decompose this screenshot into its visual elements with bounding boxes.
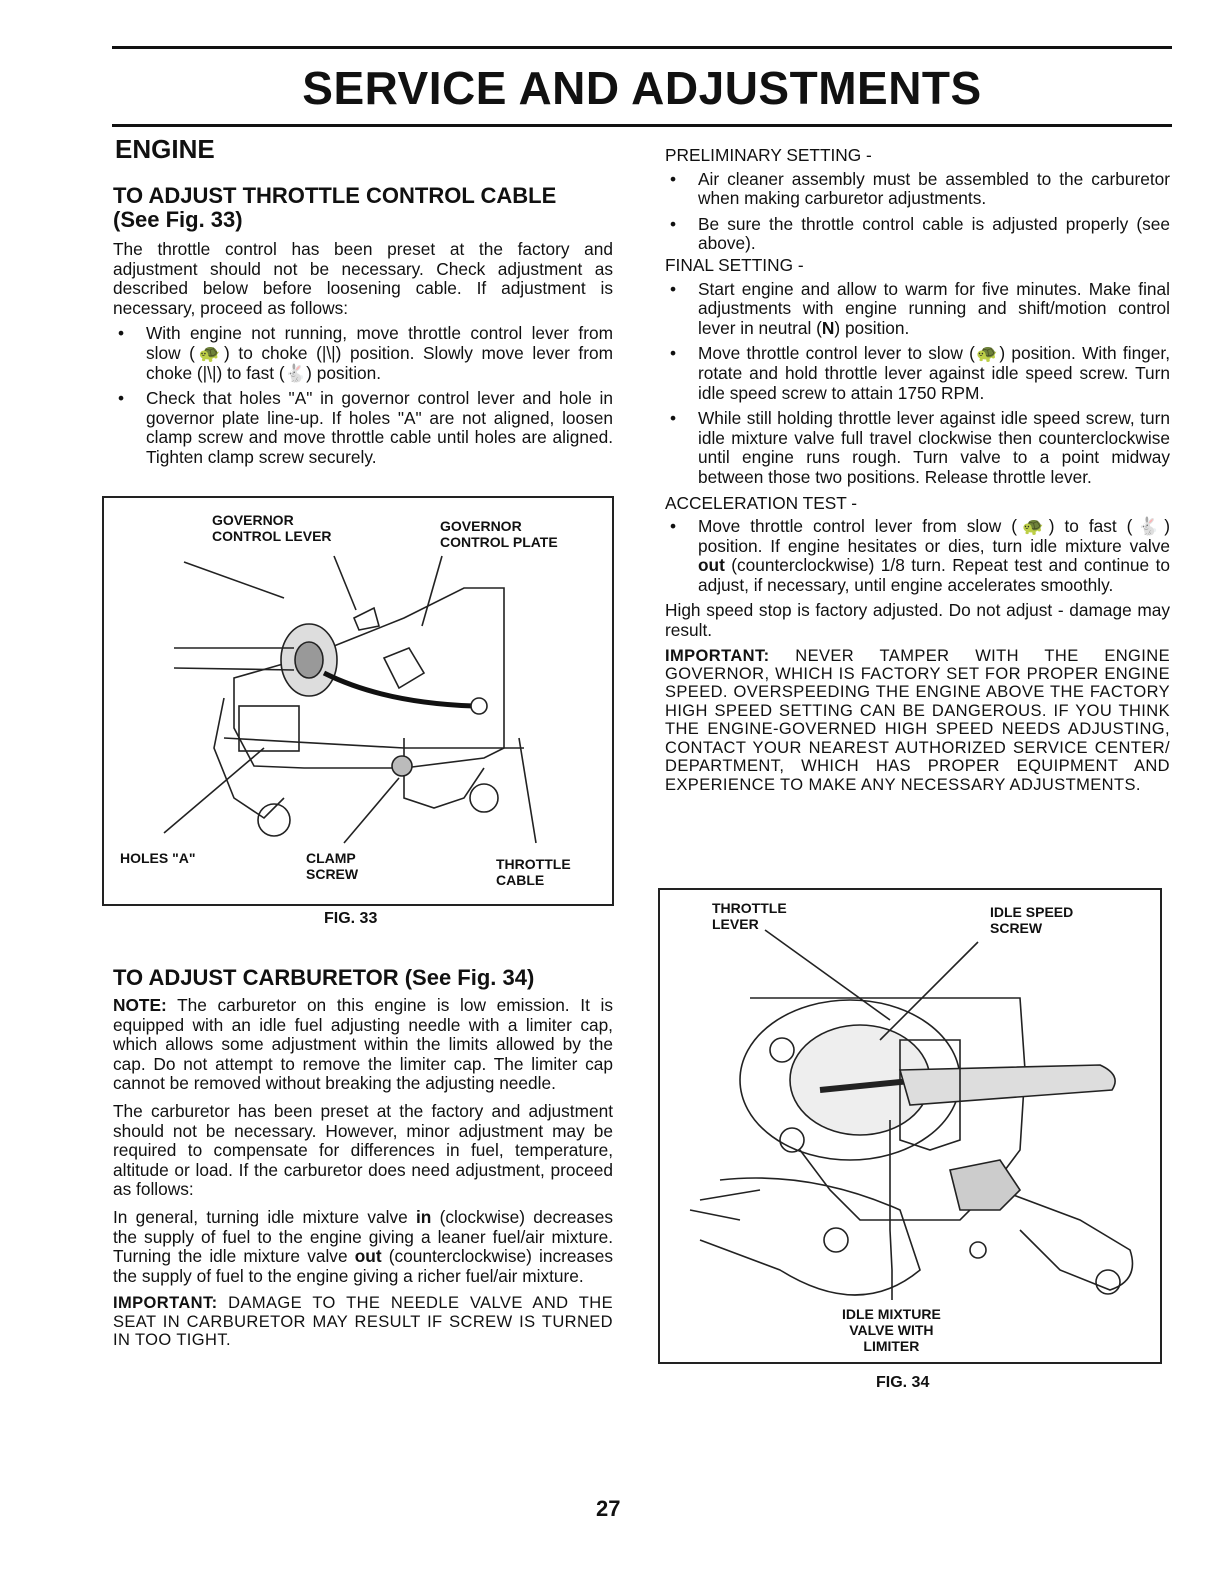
- figure-34-caption: FIG. 34: [876, 1374, 930, 1391]
- preliminary-setting-title: PRELIMINARY SETTING -: [665, 145, 872, 165]
- label-governor-control-lever: GOVERNOR CONTROL LEVER: [212, 512, 332, 544]
- final-b1-n: N: [821, 317, 835, 338]
- throttle-heading-figref: (See Fig. 33): [113, 207, 243, 232]
- section-heading-engine: ENGINE: [115, 134, 215, 164]
- throttle-section: [113, 184, 613, 468]
- high-speed-note: High speed stop is factory adjusted. Do not adjust - damage may result.: [665, 600, 1170, 641]
- governor-important-label: IMPORTANT:: [665, 646, 770, 665]
- para3-text-b: (clockwise) decreases the supply of fuel to the engine giving a leaner fuel/air mixture. Turning the idle mixture valve: [113, 1206, 613, 1267]
- label-holes-a: HOLES "A": [120, 850, 196, 866]
- figure-33: [102, 496, 614, 906]
- accel-bullet: [665, 517, 1170, 595]
- carburetor-para-3: [113, 1208, 613, 1286]
- page-number: 27: [596, 1496, 621, 1521]
- throttle-heading: TO ADJUST THROTTLE CONTROL CABLE: [113, 183, 557, 208]
- figure-34: [658, 888, 1162, 1364]
- right-column: [665, 146, 1170, 794]
- figure-33-illustration: [104, 498, 612, 904]
- header-rule-top: [112, 46, 1172, 49]
- label-idle-speed-screw: IDLE SPEED SCREW: [990, 904, 1074, 936]
- label-clamp-screw: CLAMP SCREW: [306, 850, 359, 882]
- carburetor-para-2: The carburetor has been preset at the factory and adjustment should not be necessary. However, minor adjustment may be required to compensate for differences in fuel, temperature, altitude or load. If the carburetor does need adjustment, proceed as follows:: [113, 1100, 613, 1200]
- carburetor-section: [113, 966, 613, 1350]
- header-rule-bottom: [112, 124, 1172, 127]
- final-bullet-1: [665, 280, 1170, 339]
- prelim-bullet-1: • Air cleaner assembly must be assembled to the carburetor when making carburetor adjustments.: [665, 170, 1170, 209]
- governor-important-text: NEVER TAMPER WITH THE ENGINE GOVERNOR, WHICH IS FACTORY SET FOR PROPER ENGINE SPEED. OVERSPEEDING THE ENGINE ABOVE THE FACTORY HIGH SPEED SETTING CAN BE DANGEROUS. IF YOU THINK THE ENGINE-GOVERNED HIGH SPEED NEEDS ADJUSTING, CONTACT YOUR NEAREST AUTHORIZED SERVICE CENTER/ DEPARTMENT, WHICH HAS PROPER EQUIPMENT AND EXPERIENCE TO MAKE ANY NECESSARY ADJUSTMENTS.: [665, 646, 1170, 794]
- para3-text-a: In general, turning idle mixture valve: [113, 1206, 416, 1227]
- throttle-bullet-1: • With engine not running, move throttle control lever from slow (🐢) to choke (|\|) position. Slowly move lever from choke (|\|) to fast (🐇) position.: [113, 324, 613, 383]
- governor-important: [665, 647, 1170, 794]
- note-label: NOTE:: [113, 995, 167, 1015]
- acceleration-test-title: ACCELERATION TEST -: [665, 492, 858, 513]
- label-governor-control-plate: GOVERNOR CONTROL PLATE: [440, 518, 558, 550]
- label-throttle-lever: THROTTLE LEVER: [712, 900, 787, 932]
- para3-text-c: (counterclockwise) increases the supply of fuel to the engine giving a richer fuel/air mixture.: [113, 1246, 614, 1286]
- throttle-bullet-2: • Check that holes "A" in governor control lever and hole in governor plate line-up. If holes "A" are not aligned, loosen clamp screw and move throttle cable until holes are aligned. Tighten clamp screw securely.: [113, 389, 613, 467]
- label-throttle-cable: THROTTLE CABLE: [496, 856, 571, 888]
- accel-a: Move throttle control lever from slow (🐢) to fast (🐇) position. If engine hesitates or dies, turn idle mixture valve: [698, 516, 1170, 556]
- final-b1-b: ) position.: [834, 317, 910, 338]
- throttle-intro: The throttle control has been preset at the factory and adjustment should not be necessary. Check adjustment as described below before loosening cable. If adjustment is necessary, proceed as follows:: [113, 239, 613, 318]
- important-text: DAMAGE TO THE NEEDLE VALVE AND THE SEAT IN CARBURETOR MAY RESULT IF SCREW IS TURNED IN TOO TIGHT.: [113, 1294, 613, 1350]
- figure-34-illustration: [660, 890, 1160, 1362]
- final-b1-a: Start engine and allow to warm for five minutes. Make final adjustments with engine running and shift/motion control lever in neutral (: [698, 278, 1170, 338]
- important-label: IMPORTANT:: [113, 1294, 218, 1313]
- para3-in: in: [415, 1206, 432, 1227]
- carburetor-important: [113, 1294, 613, 1349]
- prelim-bullet-2: • Be sure the throttle control cable is adjusted properly (see above).: [665, 215, 1170, 254]
- label-idle-mixture-valve: IDLE MIXTURE VALVE WITH LIMITER: [842, 1306, 941, 1354]
- carburetor-note: [113, 996, 613, 1094]
- carburetor-heading: TO ADJUST CARBURETOR (See Fig. 34): [113, 965, 535, 990]
- para3-out: out: [354, 1246, 382, 1267]
- note-text: The carburetor on this engine is low emission. It is equipped with an idle fuel adjusting needle with a limiter cap, which allows some adjustment within the limits allowed by the cap. Do not attempt to remove the limiter cap. The limiter cap cannot be removed without breaking the adjusting needle.: [113, 995, 613, 1094]
- final-setting-title: FINAL SETTING -: [665, 254, 804, 275]
- accel-b: (counterclockwise) 1/8 turn. Repeat test and continue to adjust, if necessary, until engine accelerates smoothly.: [698, 555, 1170, 595]
- final-bullet-3: • While still holding throttle lever against idle speed screw, turn idle mixture valve full travel clockwise then counterclockwise until engine runs rough. Turn valve to a point midway between those two positions. Release throttle lever.: [665, 409, 1170, 487]
- final-bullet-2: • Move throttle control lever to slow (🐢) position. With finger, rotate and hold throttle lever against idle speed screw. Turn idle speed screw to attain 1750 RPM.: [665, 344, 1170, 403]
- page-title: SERVICE AND ADJUSTMENTS: [302, 62, 982, 114]
- figure-33-caption: FIG. 33: [324, 910, 378, 927]
- accel-out: out: [698, 555, 725, 576]
